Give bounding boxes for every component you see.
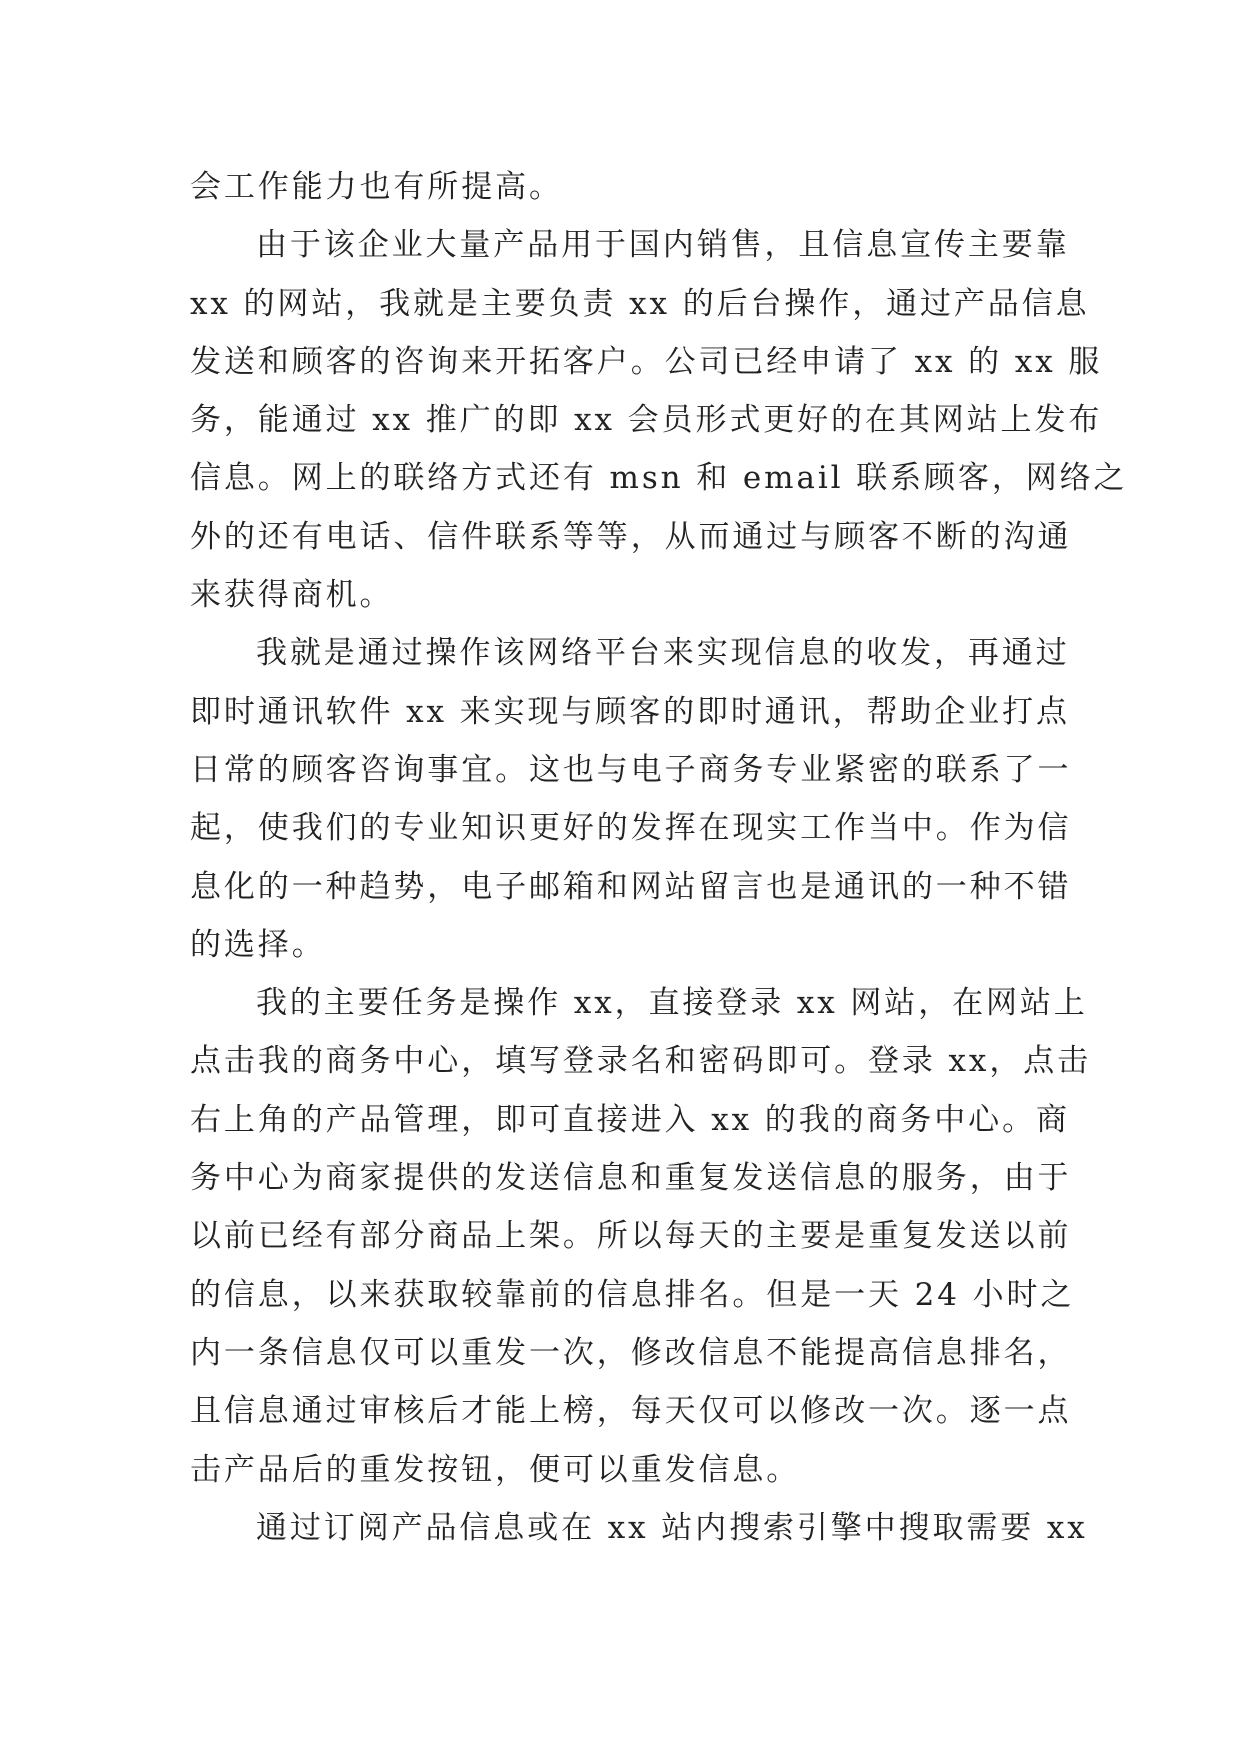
text-line: 起，使我们的专业知识更好的发挥在现实工作当中。作为信 <box>190 810 1072 847</box>
text-line: 点击我的商务中心，填写登录名和密码即可。登录 xx，点击 <box>190 1043 1092 1080</box>
text-line: 会工作能力也有所提高。 <box>190 169 563 205</box>
text-line: 的信息，以来获取较靠前的信息排名。但是一天 24 小时之 <box>190 1276 1075 1313</box>
body-text <box>190 158 1128 1557</box>
text-line-paragraph-start: 通过订阅产品信息或在 xx 站内搜索引擎中搜取需要 xx <box>256 1509 1088 1546</box>
text-line: 即时通讯软件 xx 来实现与顾客的即时通讯，帮助企业打点 <box>190 693 1070 730</box>
text-line: xx 的网站，我就是主要负责 xx 的后台操作，通过产品信息 <box>190 285 1090 322</box>
text-line-paragraph-start: 由于该企业大量产品用于国内销售，且信息宣传主要靠 <box>256 227 1070 264</box>
text-line: 内一条信息仅可以重发一次，修改信息不能提高信息排名， <box>190 1334 1072 1371</box>
text-line: 击产品后的重发按钮，便可以重发信息。 <box>190 1451 801 1488</box>
text-line: 日常的顾客咨询事宜。这也与电子商务专业紧密的联系了一 <box>190 751 1072 788</box>
text-line: 的选择。 <box>190 926 326 963</box>
text-line: 右上角的产品管理，即可直接进入 xx 的我的商务中心。商 <box>190 1101 1070 1138</box>
text-line: 且信息通过审核后才能上榜，每天仅可以修改一次。逐一点 <box>190 1393 1072 1430</box>
text-line: 息化的一种趋势，电子邮箱和网站留言也是通讯的一种不错 <box>190 868 1072 905</box>
text-line: 发送和顾客的咨询来开拓客户。公司已经申请了 xx 的 xx 服 <box>190 343 1103 380</box>
text-line-paragraph-start: 我的主要任务是操作 xx，直接登录 xx 网站，在网站上 <box>256 985 1088 1022</box>
text-line: 务中心为商家提供的发送信息和重复发送信息的服务，由于 <box>190 1160 1072 1197</box>
text-line: 来获得商机。 <box>190 577 394 614</box>
text-line-paragraph-start: 我就是通过操作该网络平台来实现信息的收发，再通过 <box>256 635 1070 672</box>
text-line: 外的还有电话、信件联系等等，从而通过与顾客不断的沟通 <box>190 518 1072 555</box>
text-line: 信息。网上的联络方式还有 msn 和 email 联系顾客，网络之 <box>190 460 1128 497</box>
text-line: 以前已经有部分商品上架。所以每天的主要是重复发送以前 <box>190 1218 1072 1255</box>
text-line: 务，能通过 xx 推广的即 xx 会员形式更好的在其网站上发布 <box>190 402 1103 439</box>
